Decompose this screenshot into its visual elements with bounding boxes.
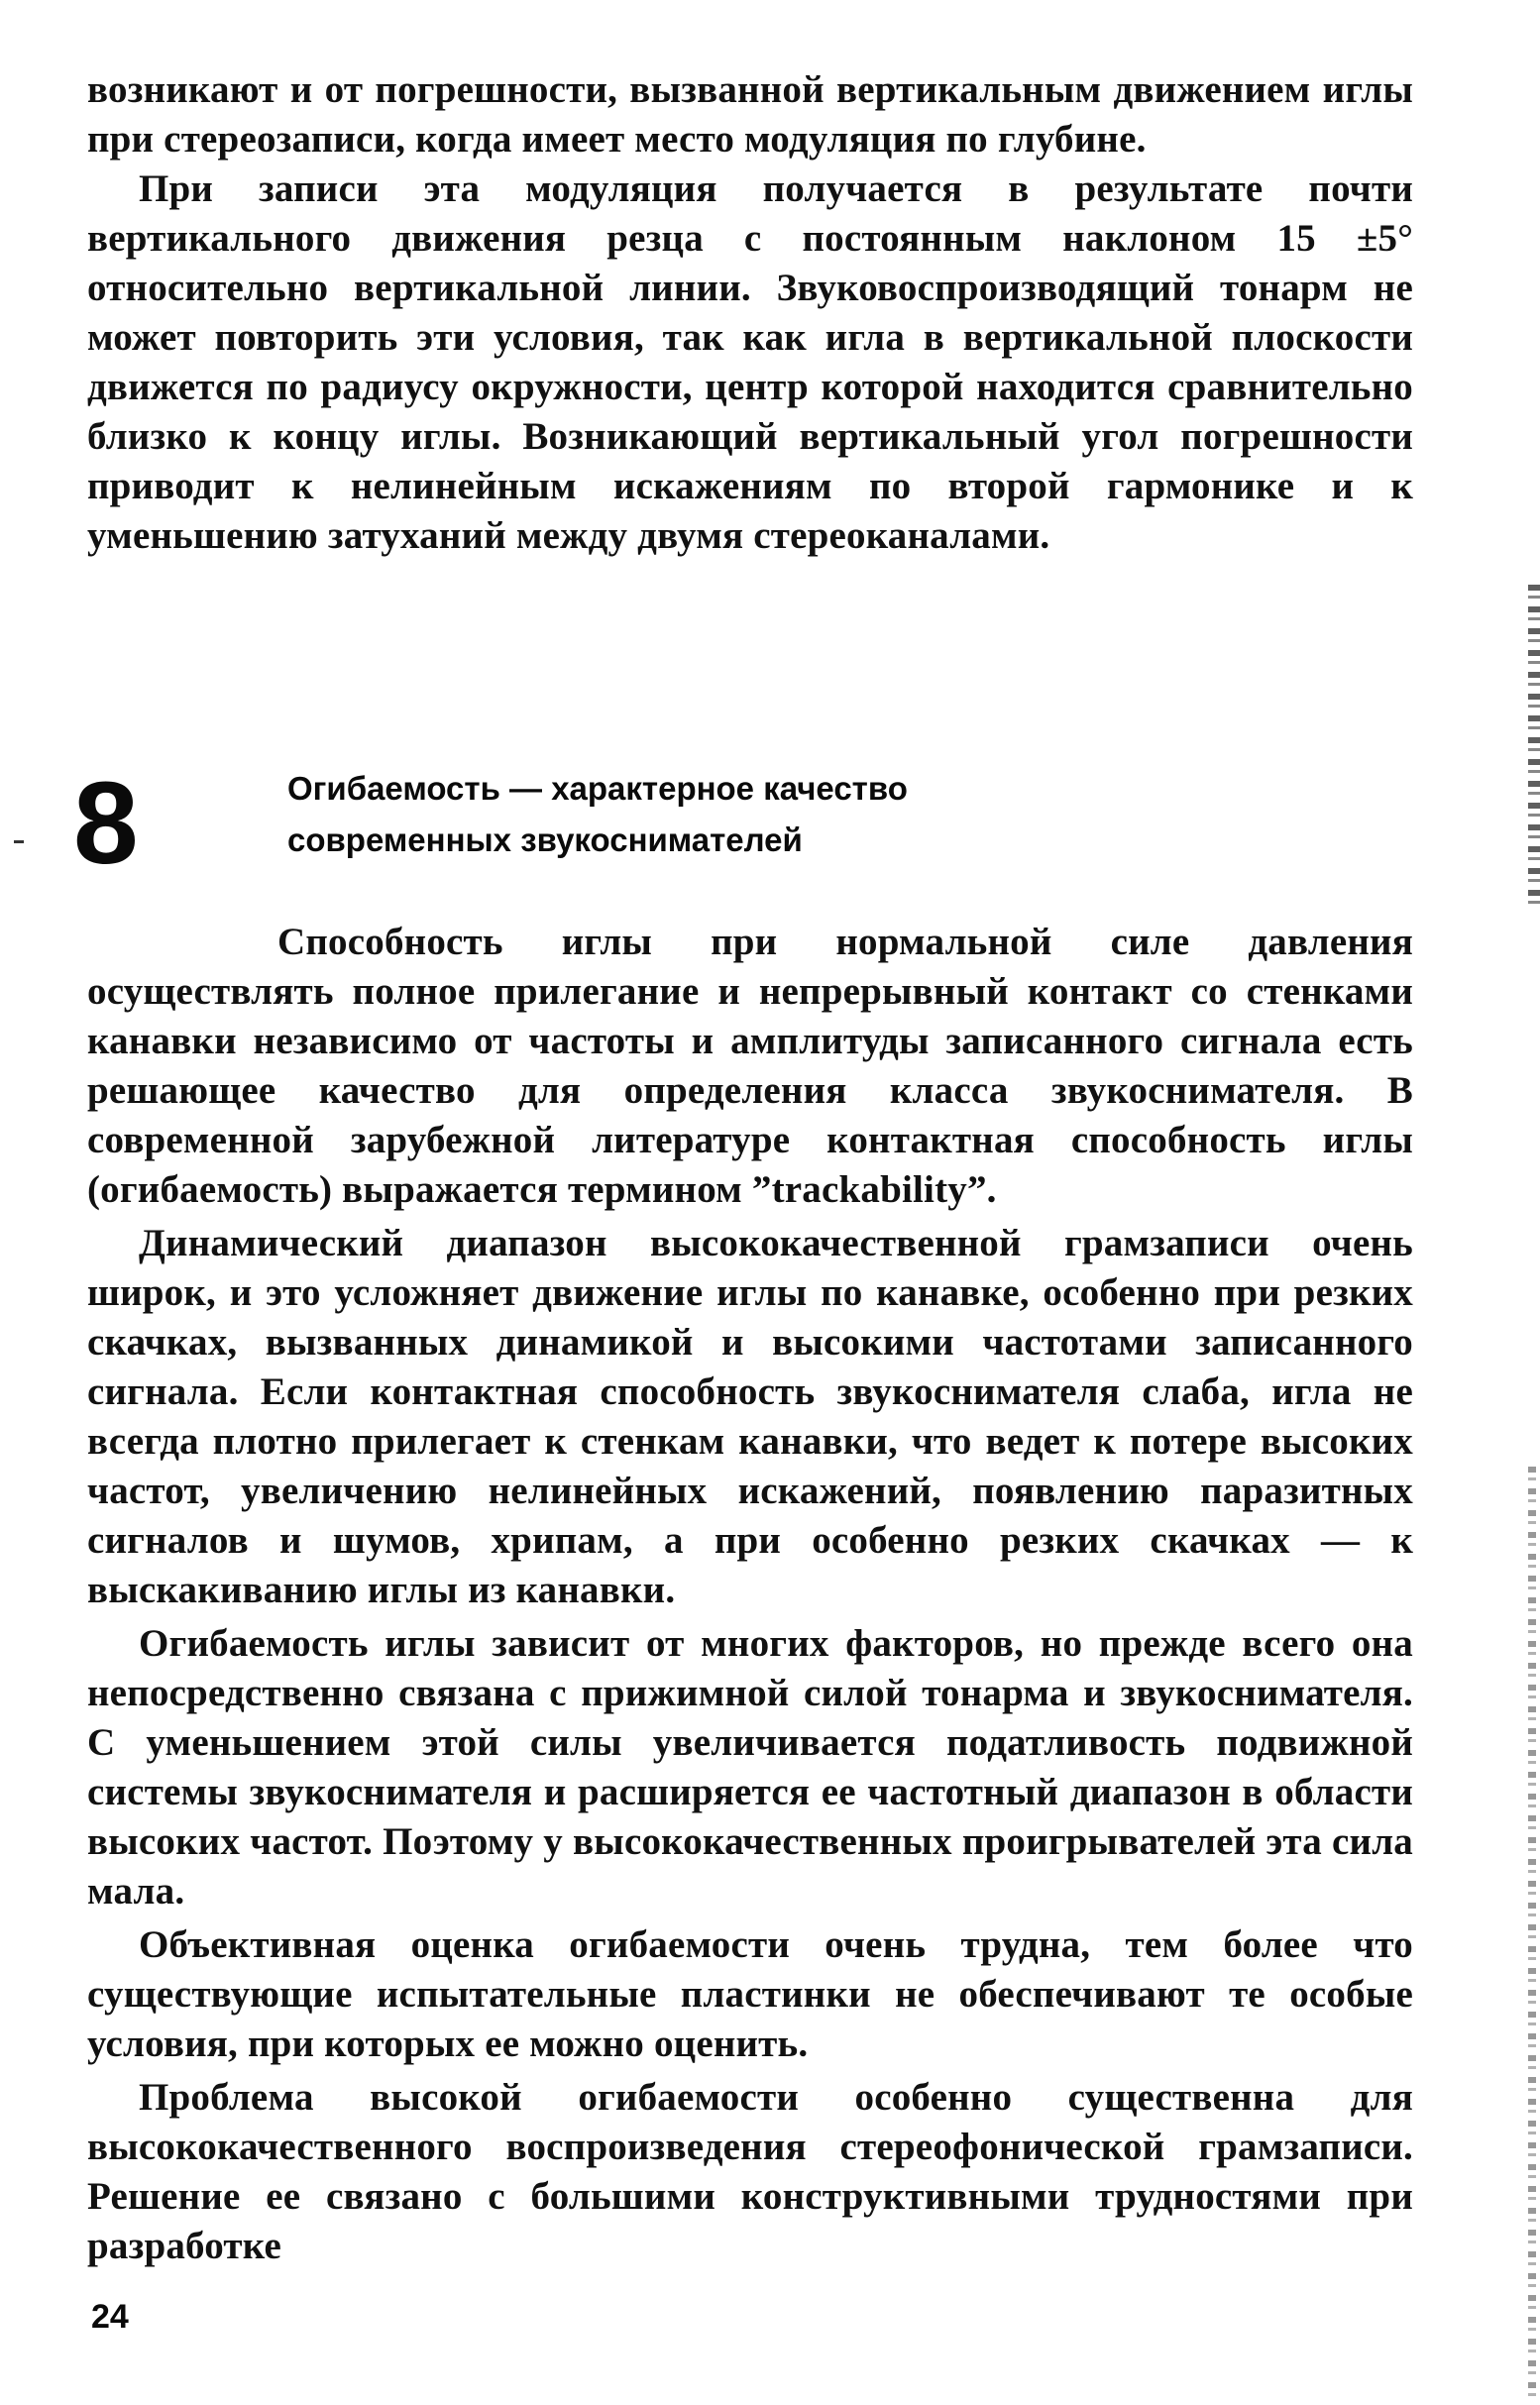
section-title-line-2: современных звукоснимателей <box>287 821 803 858</box>
section-title <box>287 763 1179 866</box>
body-paragraph-2: Динамический диапазон высококачественной грамзаписи очень широк, и это усложняет движение иглы по канавке, особенно при резких скачках, вызванных динамикой и высокими частотами записанного сигнала. Если контактная способность звукоснимателя слаба, игла не всегда плотно прилегает к стенкам канавки, что ведет к потере высоких частот, увеличению нелинейных искажений, появлению паразитных сигналов и шумов, хрипам, а при особенно резких скачках — к выскакиванию иглы из канавки. <box>87 1222 1413 1611</box>
body-paragraph-4: Объективная оценка огибаемости очень трудна, тем более что существующие испытательные пластинки не обеспечивают те особые условия, при которых ее можно оценить. <box>87 1923 1413 2065</box>
scan-edge-artifact <box>1528 585 1540 912</box>
intro-text <box>87 65 1413 561</box>
body-paragraph-3: Огибаемость иглы зависит от многих факторов, но прежде всего она непосредственно связана с прижимной силой тонарма и звукоснимателя. С уменьшением этой силы увеличивается податливость подвижной системы звукоснимателя и расширяется ее частотный диапазон в области высоких частот. Поэтому у высококачественных проигрывателей эта сила мала. <box>87 1622 1413 1913</box>
body-paragraph-5: Проблема высокой огибаемости особенно существенна для высококачественного воспроизведения стереофонической грамзаписи. Решение ее связано с большими конструктивными трудностями при разработке <box>87 2076 1413 2267</box>
scan-edge-artifact <box>1528 1467 1536 2398</box>
intro-paragraph-2: При записи эта модуляция получается в результате почти вертикального движения резца с постоянным наклоном 15 ±5° относительно вертикальной линии. Звуковоспроизводящий тонарм не может повторить эти условия, так как игла в вертикальной плоскости движется по радиусу окружности, центр которой находится сравнительно близко к концу иглы. Возникающий вертикальный угол погрешности приводит к нелинейным искажениям по второй гармонике и к уменьшению затуханий между двумя стереоканалами. <box>87 167 1413 557</box>
scan-artifact <box>14 840 24 843</box>
section-title-line-1: Огибаемость — характерное качество <box>287 770 908 807</box>
body-paragraph-1: Способность иглы при нормальной силе давления осуществлять полное прилегание и непрерывный контакт со стенками канавки независимо от частоты и амплитуды записанного сигнала есть решающее качество для определения класса звукоснимателя. В современной зарубежной литературе контактная способность иглы (огибаемость) выражается термином ”trackability”. <box>87 921 1413 1211</box>
section-body-text <box>87 918 1413 2271</box>
page-number: 24 <box>91 2298 129 2336</box>
section-number: 8 <box>73 758 139 889</box>
intro-paragraph-1: возникают и от погрешности, вызванной вертикальным движением иглы при стереозаписи, когда имеет место модуляция по глубине. <box>87 68 1413 161</box>
